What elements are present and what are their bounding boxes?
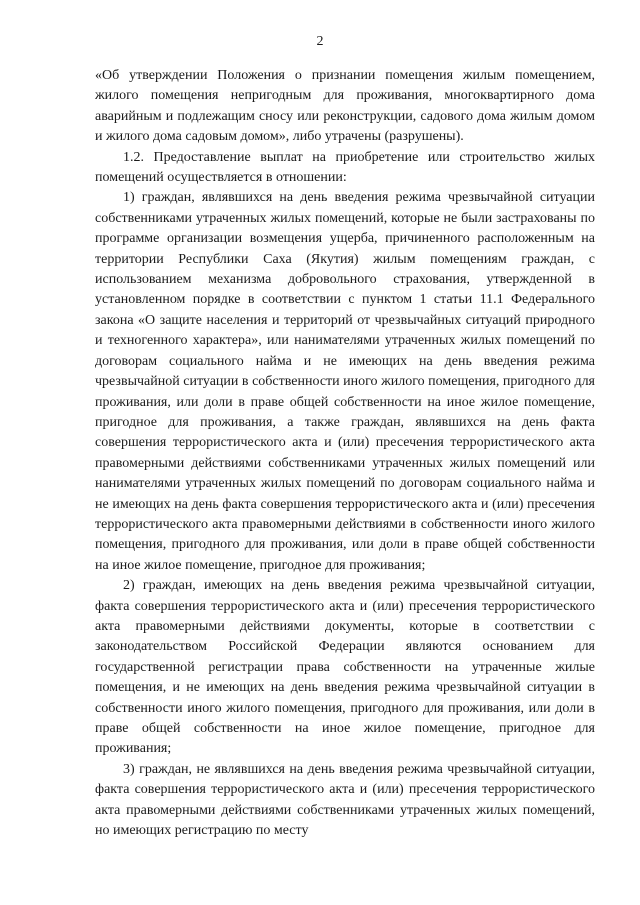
paragraph-item-2: 2) граждан, имеющих на день введения режима чрезвычайной ситуации, факта совершения террористического акта и (или) пресечения террористического акта правомерными действиями документы, которые в соответствии с законодательством Российской Федерации являются основанием для государственной регистрации права собственности на утраченные жилые помещения, и не имеющих на день введения режима чрезвычайной ситуации в собственности иного жилого помещения, пригодного для проживания, или доли в праве общей собственности на иное жилое помещение, пригодное для проживания; — [95, 578, 595, 757]
paragraph-continuation: «Об утверждении Положения о признании помещения жилым помещением, жилого помещения непригодным для проживания, многоквартирного дома аварийным и подлежащим сносу или реконструкции, садового дома жилым домом и жилого дома садовым домом», либо утрачены (разрушены). — [95, 68, 595, 145]
document-body — [95, 66, 595, 841]
paragraph-clause-1-2: 1.2. Предоставление выплат на приобретение или строительство жилых помещений осуществляется в отношении: — [95, 149, 595, 186]
paragraph-item-1: 1) граждан, являвшихся на день введения режима чрезвычайной ситуации собственниками утраченных жилых помещений, которые не были застрахованы по программе организации возмещения ущерба, причиненного расположенным на территории Республики Саха (Якутия) жилым помещениям граждан, с использованием механизма добровольного страхования, утвержденной в установленном порядке в соответствии с пунктом 1 статьи 11.1 Федерального закона «О защите населения и территорий от чрезвычайных ситуаций природного и техногенного характера», или нанимателями утраченных жилых помещений по договорам социального найма и не имеющих на день введения режима чрезвычайной ситуации в собственности иного жилого помещения, пригодного для проживания, или доли в праве общей собственности на иное жилое помещение, пригодное для проживания, а также граждан, являвшихся на день факта совершения террористического акта и (или) пресечения террористического акта правомерными действиями собственниками утраченных жилых помещений или нанимателями утраченных жилых помещений по договорам социального найма и не имеющих на день факта совершения террористического акта и (или) пресечения террористического акта правомерными действиями в собственности иного жилого помещения, пригодного для проживания, или доли в праве общей собственности на иное жилое помещение, пригодное для проживания; — [95, 190, 595, 573]
paragraph-item-3: 3) граждан, не являвшихся на день введения режима чрезвычайной ситуации, факта совершения террористического акта и (или) пресечения террористического акта правомерными действиями собственниками утраченных жилых помещений, но имеющих регистрацию по месту — [95, 761, 595, 839]
page-number: 2 — [316, 34, 324, 49]
